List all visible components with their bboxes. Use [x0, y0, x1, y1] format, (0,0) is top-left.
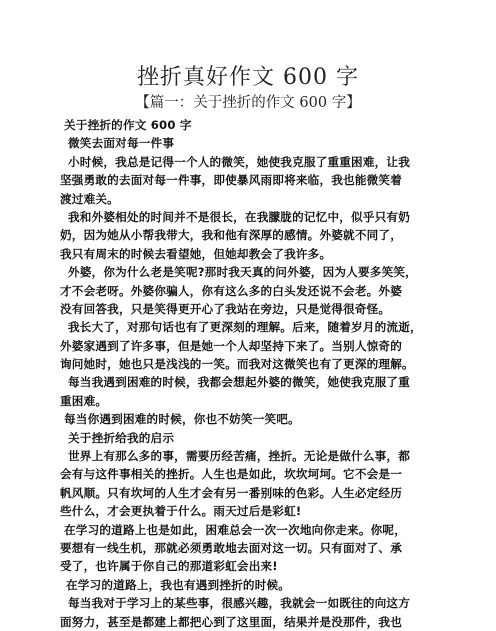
document-subtitle: 【篇一：关于挫折的作文 600 字】 — [135, 95, 361, 111]
body-line: 受了，也许属于你自己的那道彩虹会出来! — [60, 559, 278, 574]
body-line: 在学习的道路上也是如此，困难总会一次一次地向你走来。你呢， — [64, 522, 407, 537]
body-line: 世界上有那么多的事，需要历经苦痛，挫折。无论是做什么事，都 — [68, 449, 411, 464]
body-line: 面努力，甚至是都建上都把心到了这里面，结果并是没那件，我也 — [60, 614, 403, 629]
body-line: 帆风顺。只有坎坷的人生才会有另一番别味的色彩。人生必定经历 — [60, 485, 403, 500]
body-line: 坚强勇敢的去面对每一件事，即使暴风雨即将来临，我也能微笑着 — [60, 173, 403, 188]
body-line: 关于挫折的作文 600 字 — [64, 118, 192, 132]
body-line: 每当我遇到困难的时候，我都会想起外婆的微笑，她使我克服了重 — [68, 375, 411, 390]
body-line: 才不会老呀。外婆你骗人，你有这么多的白头发还说不会老。外婆 — [60, 283, 403, 298]
body-line: 没有回答我，只是笑得更开心了我站在旁边，只是觉得很奇怪。 — [60, 301, 391, 316]
body-line: 微笑去面对每一件事 — [68, 136, 175, 151]
body-line: 会有与这件事相关的挫折。人生也是如此，坎坎坷坷。它不会是一 — [60, 467, 403, 482]
body-line: 要想有一线生机，那就必须勇敢地去面对这一切。只有面对了、承 — [60, 540, 403, 555]
body-line: 奶，因为她从小帮我带大，我和他有深厚的感情。外婆就不同了， — [60, 228, 403, 243]
body-line: 我长大了，对那句话也有了更深刻的理解。后来，随着岁月的流逝， — [68, 320, 422, 335]
document-title: 挫折真好作文 600 字 — [137, 65, 359, 90]
body-line: 重困难。 — [60, 393, 108, 408]
body-line: 每当我对于学习上的某些事，很感兴趣，我就会一如既往的向这方 — [68, 596, 411, 611]
body-line: 些什么，才会更执着于什么。雨天过后是彩虹! — [60, 504, 302, 519]
body-line: 关于挫折给我的启示 — [68, 430, 175, 445]
body-line: 我和外婆相处的时间并不是很长，在我朦胧的记忆中，似乎只有奶 — [68, 209, 411, 224]
body-line: 外婆，你为什么老是笑呢?那时我天真的问外婆，因为人要多笑笑， — [68, 265, 417, 280]
body-line: 在学习的道路上，我也有遇到挫折的时候。 — [66, 577, 291, 592]
body-line: 渡过难关。 — [60, 191, 119, 206]
body-line: 询问她时，她也只是浅浅的一笑。而我对这微笑也有了更深的理解。 — [60, 357, 414, 372]
body-line: 每当你遇到困难的时候，你也不妨笑一笑吧。 — [64, 412, 300, 427]
body-line: 小时候，我总是记得一个人的微笑，她使我克服了重重困难，让我 — [68, 154, 411, 169]
document-body — [60, 116, 435, 631]
body-line: 我只有周末的时候去看望她，但她却教会了我许多。 — [60, 246, 332, 261]
body-line: 外婆家遇到了许多事，但是她一个人却坚持下来了。当别人惊奇的 — [60, 338, 403, 353]
